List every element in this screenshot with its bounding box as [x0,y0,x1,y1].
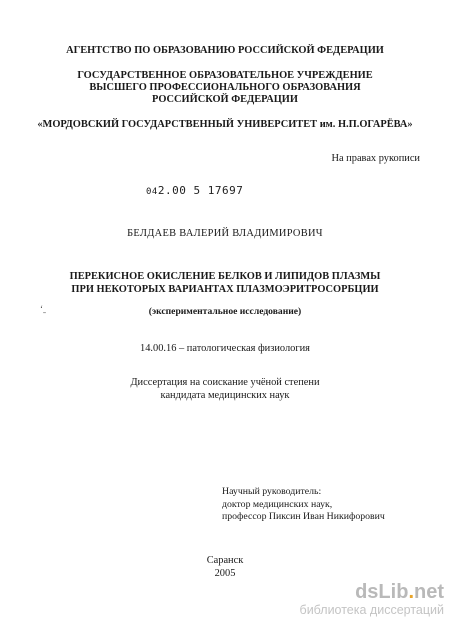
watermark-logo [300,581,444,603]
watermark-tagline: библиотека диссертаций [299,603,444,617]
author-name: БЕЛДАЕВ ВАЛЕРИЙ ВЛАДИМИРОВИЧ [127,228,323,239]
supervisor-name: профессор Пиксин Иван Никифорович [222,511,385,522]
year: 2005 [214,568,236,579]
watermark-dot: . [408,581,414,603]
degree-line-2: кандидата медицинских наук [160,390,290,401]
site-watermark [300,581,444,618]
title-line-2: ПРИ НЕКОТОРЫХ ВАРИАНТАХ ПЛАЗМОЭРИТРОСОРБЦИИ [71,284,379,295]
watermark-brand: dsLib [355,581,409,603]
manuscript-rights-note: На правах рукописи [331,153,420,164]
library-stamp [146,184,243,197]
supervisor-label: Научный руководитель: [222,486,322,497]
degree-line-1: Диссертация на соискание учёной степени [130,377,320,388]
stamp-number: 2.00 5 17697 [157,184,244,197]
title-line-1: ПЕРЕКИСНОЕ ОКИСЛЕНИЕ БЕЛКОВ И ЛИПИДОВ ПЛАЗМЫ [69,271,381,282]
institution-line-3: РОССИЙСКОЙ ФЕДЕРАЦИИ [152,94,298,105]
supervisor-block [222,486,385,524]
scan-mark: ‘ˍ [40,304,46,314]
institution-line-2: ВЫСШЕГО ПРОФЕССИОНАЛЬНОГО ОБРАЗОВАНИЯ [89,82,361,93]
agency-name: АГЕНТСТВО ПО ОБРАЗОВАНИЮ РОССИЙСКОЙ ФЕДЕРАЦИИ [66,45,384,56]
stamp-prefix: 04 [146,187,158,197]
supervisor-degree: доктор медицинских наук, [222,498,333,510]
city: Саранск [206,555,244,566]
institution-line-1: ГОСУДАРСТВЕННОЕ ОБРАЗОВАТЕЛЬНОЕ УЧРЕЖДЕНИЕ [77,70,373,81]
specialty: 14.00.16 – патологическая физиология [140,343,310,354]
university-name: «МОРДОВСКИЙ ГОСУДАРСТВЕННЫЙ УНИВЕРСИТЕТ им. Н.П.ОГАРЁВА» [37,119,413,130]
title-subtitle: (экспериментальное исследование) [148,306,302,317]
watermark-tld: net [414,581,444,603]
